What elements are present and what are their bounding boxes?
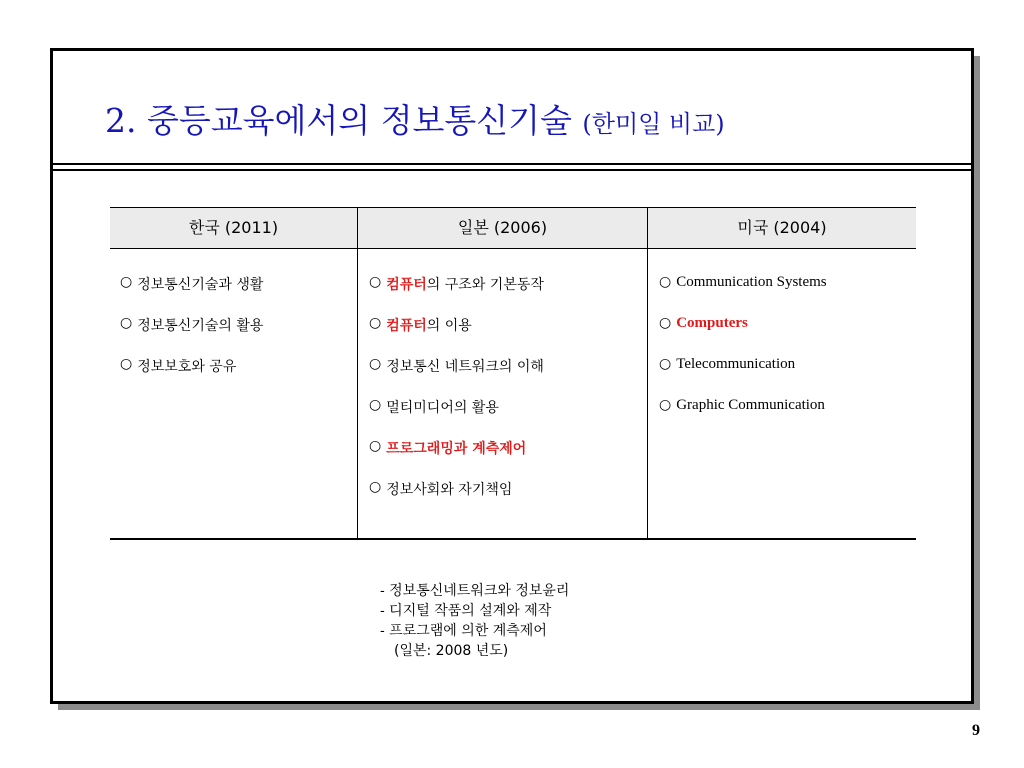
list-item bbox=[120, 356, 263, 397]
bullet-circle-icon: ○ bbox=[369, 438, 382, 454]
list-item bbox=[659, 274, 827, 315]
item-text: 멀티미디어의 활용 bbox=[386, 400, 499, 416]
column-divider bbox=[357, 208, 358, 538]
title-divider-bottom bbox=[53, 169, 971, 171]
list-item bbox=[369, 479, 544, 520]
japan-column bbox=[369, 274, 544, 520]
list-item bbox=[369, 315, 544, 356]
item-text: 정보사회와 자기책임 bbox=[386, 482, 513, 498]
bullet-circle-icon: ○ bbox=[369, 397, 382, 413]
bullet-circle-icon: ○ bbox=[369, 479, 382, 495]
item-text: Telecommunication bbox=[676, 356, 796, 372]
header-korea: 한국 (2011) bbox=[188, 218, 279, 237]
table-header-row bbox=[110, 208, 916, 249]
list-item bbox=[659, 315, 827, 356]
list-item bbox=[369, 397, 544, 438]
item-text: 정보통신기술의 활용 bbox=[137, 318, 264, 334]
bullet-circle-icon: ○ bbox=[659, 315, 672, 331]
item-text: Graphic Communication bbox=[676, 397, 825, 413]
list-item bbox=[659, 356, 827, 397]
bullet-circle-icon: ○ bbox=[120, 356, 133, 372]
list-item bbox=[369, 356, 544, 397]
note-item: - 디지털 작품의 설계와 제작 bbox=[380, 603, 552, 619]
list-item bbox=[369, 274, 544, 315]
item-highlight: 컴퓨터 bbox=[386, 318, 427, 334]
usa-column bbox=[659, 274, 827, 438]
item-text: 정보통신 네트워크의 이해 bbox=[386, 359, 544, 375]
bullet-circle-icon: ○ bbox=[369, 274, 382, 290]
column-divider bbox=[647, 208, 648, 538]
notes-list bbox=[380, 581, 569, 641]
slide-title bbox=[105, 95, 725, 142]
comparison-table bbox=[110, 207, 916, 540]
bullet-circle-icon: ○ bbox=[120, 315, 133, 331]
bullet-circle-icon: ○ bbox=[369, 356, 382, 372]
item-text: Communication Systems bbox=[676, 274, 827, 290]
header-japan: 일본 (2006) bbox=[457, 218, 548, 237]
item-highlight: Computers bbox=[676, 315, 748, 331]
note-year: (일본: 2008 년도) bbox=[394, 643, 509, 659]
item-highlight: 프로그래밍과 계측제어 bbox=[386, 441, 527, 457]
bullet-circle-icon: ○ bbox=[659, 397, 672, 413]
note-item: - 정보통신네트워크와 정보윤리 bbox=[380, 583, 570, 599]
list-item bbox=[369, 438, 544, 479]
header-usa: 미국 (2004) bbox=[737, 218, 827, 237]
title-main: 2. 중등교육에서의 정보통신기술 bbox=[105, 101, 572, 140]
list-item bbox=[659, 397, 827, 438]
bullet-circle-icon: ○ bbox=[120, 274, 133, 290]
item-text: 정보보호와 공유 bbox=[137, 359, 237, 375]
slide-frame bbox=[50, 48, 974, 704]
list-item bbox=[120, 315, 263, 356]
item-text: 정보통신기술과 생활 bbox=[137, 277, 264, 293]
list-item bbox=[120, 274, 263, 315]
bullet-circle-icon: ○ bbox=[659, 274, 672, 290]
title-divider-top bbox=[53, 163, 971, 165]
korea-column bbox=[120, 274, 263, 397]
bullet-circle-icon: ○ bbox=[659, 356, 672, 372]
bullet-circle-icon: ○ bbox=[369, 315, 382, 331]
item-text: 의 이용 bbox=[426, 318, 472, 334]
item-text: 의 구조와 기본동작 bbox=[426, 277, 544, 293]
title-sub: (한미일 비교) bbox=[582, 110, 725, 138]
page-number: 9 bbox=[972, 722, 980, 739]
item-highlight: 컴퓨터 bbox=[386, 277, 427, 293]
note-item: - 프로그램에 의한 계측제어 bbox=[380, 623, 547, 639]
